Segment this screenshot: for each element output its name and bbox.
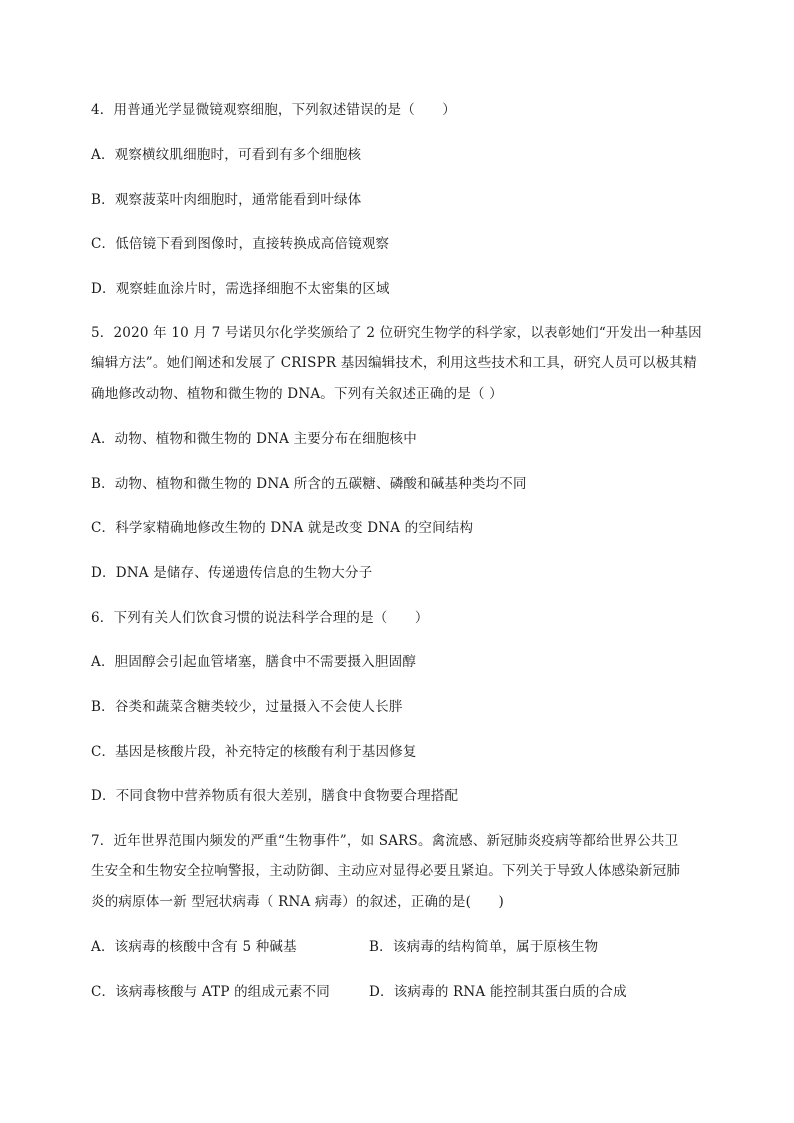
question-4-option-a: A．观察横纹肌细胞时，可看到有多个细胞核: [91, 147, 362, 163]
question-5-stem-line-2: 编辑方法”。她们阐述和发展了 CRISPR 基因编辑技术，利用这些技术和工具，研究人员可以极其精: [91, 355, 697, 371]
question-4-option-d: D．观察蛙血涂片时，需选择细胞不太密集的区域: [91, 281, 390, 297]
question-6-stem: 6．下列有关人们饮食习惯的说法科学合理的是（ ）: [91, 610, 429, 626]
question-6-option-b: B．谷类和蔬菜含糖类较少，过量摄入不会使人长胖: [91, 699, 403, 715]
question-5-option-b: B．动物、植物和微生物的 DNA 所含的五碳糖、磷酸和碱基种类均不同: [91, 476, 527, 492]
question-5-stem-line-3: 确地修改动物、植物和微生物的 DNA。下列有关叙述正确的是（ ）: [91, 386, 503, 402]
question-5-option-c: C．科学家精确地修改生物的 DNA 就是改变 DNA 的空间结构: [91, 520, 474, 536]
question-7-option-c: C．该病毒核酸与 ATP 的组成元素不同: [91, 984, 331, 1000]
question-6-option-d: D．不同食物中营养物质有很大差别，膳食中食物要合理搭配: [91, 788, 459, 804]
question-6-option-c: C．基因是核酸片段，补充特定的核酸有利于基因修复: [91, 744, 417, 760]
question-5-option-d: D．DNA 是储存、传递遗传信息的生物大分子: [91, 565, 373, 581]
question-7-stem-line-1: 7．近年世界范围内频发的严重“生物事件”，如 SARS。禽流感、新冠肺炎疫病等都给世界公共卫: [91, 833, 679, 849]
question-7-option-d: D．该病毒的 RNA 能控制其蛋白质的合成: [369, 984, 627, 1000]
question-7-option-a: A．该病毒的核酸中含有 5 种碱基: [91, 939, 297, 955]
question-6-option-a: A．胆固醇会引起血管堵塞，膳食中不需要摄入胆固醇: [91, 654, 417, 670]
question-7-stem-line-3: 炎的病原体一新 型冠状病毒（ RNA 病毒）的叙述，正确的是( ): [91, 894, 504, 910]
question-4-stem: 4．用普通光学显微镜观察细胞，下列叙述错误的是（ ）: [91, 102, 456, 118]
question-4-option-c: C．低倍镜下看到图像时，直接转换成高倍镜观察: [91, 236, 390, 252]
question-4-option-b: B．观察菠菜叶肉细胞时，通常能看到叶绿体: [91, 192, 362, 208]
question-5-stem-line-1: 5．2020 年 10 月 7 号诺贝尔化学奖颁给了 2 位研究生物学的科学家，以表彰她们“开发出一种基因: [91, 325, 702, 341]
question-5-option-a: A．动物、植物和微生物的 DNA 主要分布在细胞核中: [91, 431, 417, 447]
question-7-option-b: B．该病毒的结构简单，属于原核生物: [369, 939, 599, 955]
question-7-stem-line-2: 生安全和生物安全拉响警报，主动防御、主动应对显得必要且紧迫。下列关于导致人体感染新冠肺: [91, 863, 681, 879]
